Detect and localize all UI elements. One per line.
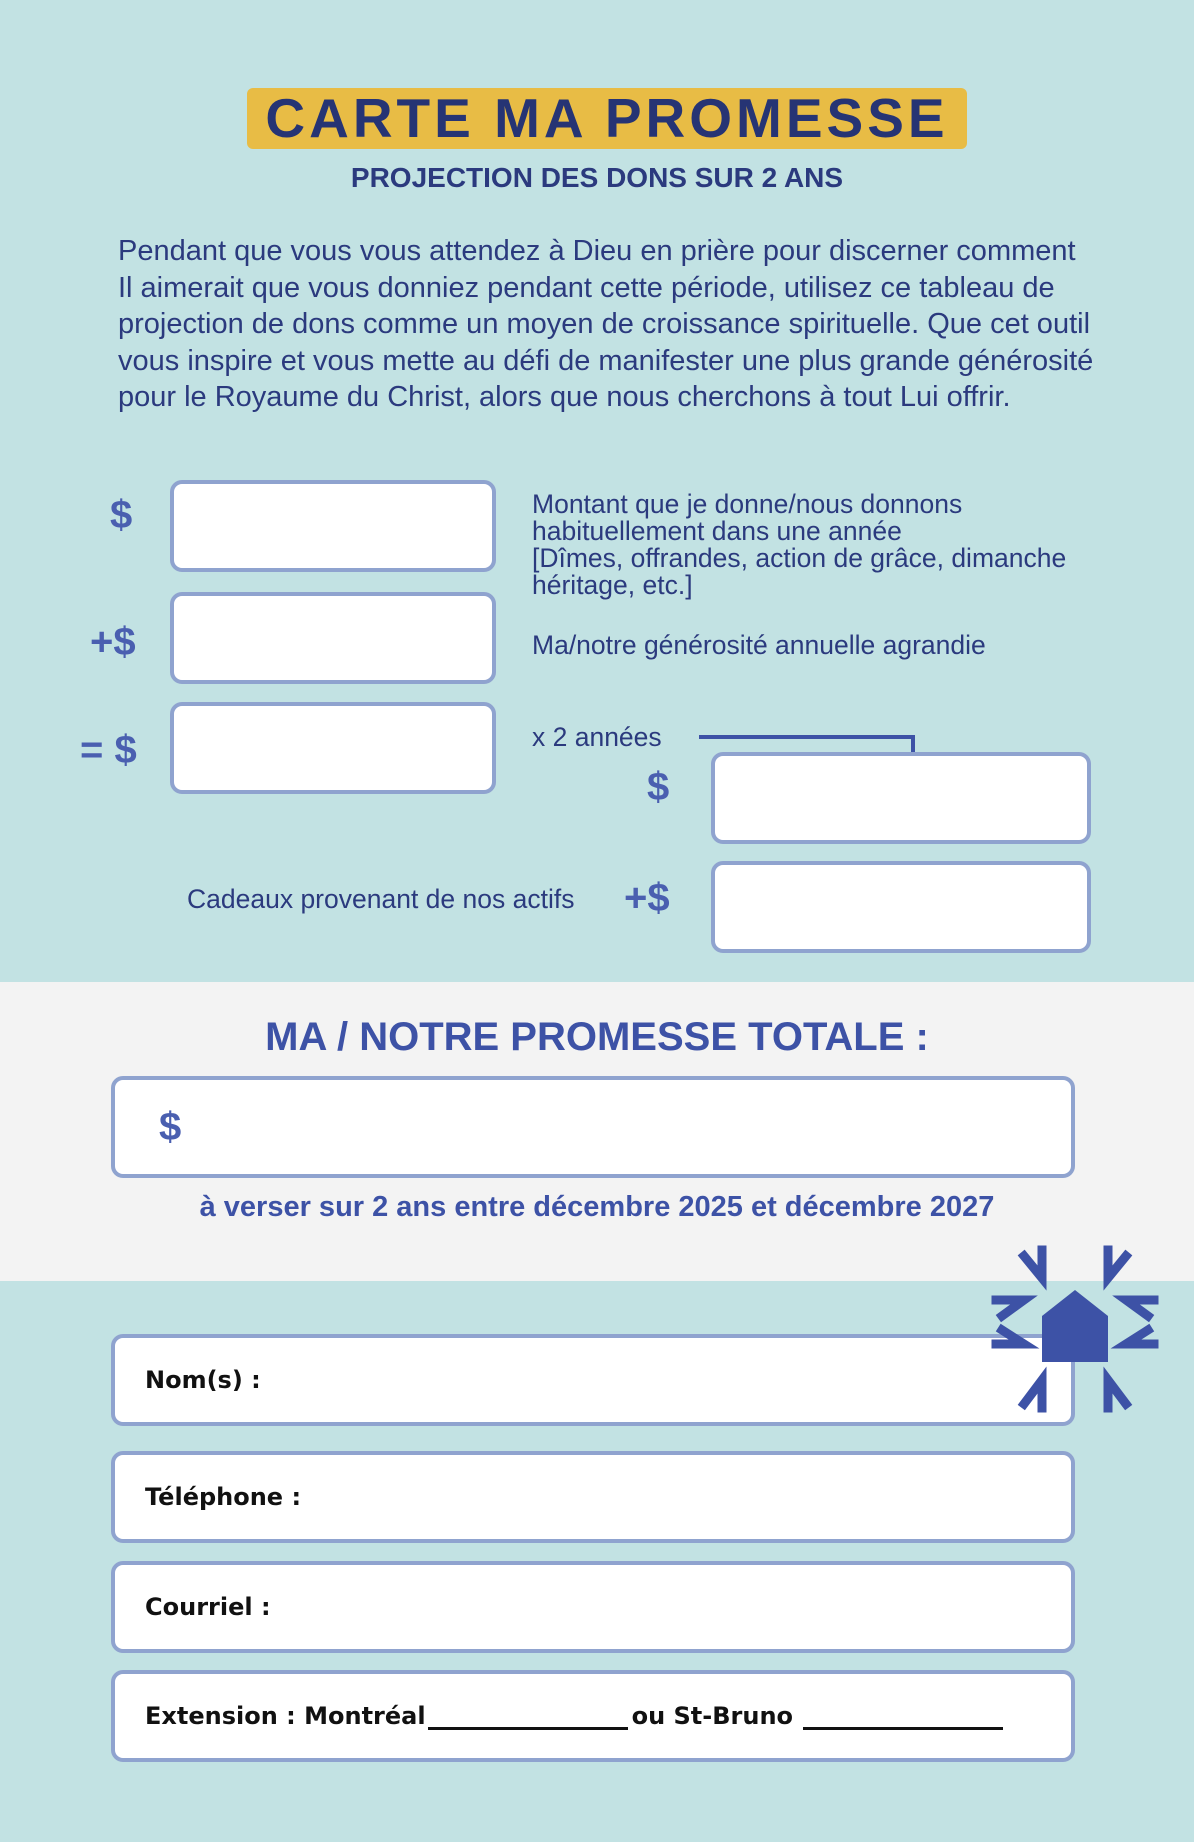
intro-paragraph: Pendant que vous vous attendez à Dieu en prière pour discerner comment Il aimerait que vous donniez pendant cette période, utilisez ce tableau de projection de dons comme un moyen de croissance spirituelle. Que cet outil vous inspire et vous mette au défi de manifester une plus grande générosité pour le Royaume du Christ, alors que nous cherchons à tout Lui offrir. [118,235,1094,413]
phone-field[interactable] [111,1451,1075,1543]
church-logo-icon [990,1244,1160,1414]
page-subtitle: PROJECTION DES DONS SUR 2 ANS [350,162,844,193]
two-year-total-input[interactable] [711,752,1091,844]
page-title: CARTE MA PROMESSE [247,88,967,149]
annual-giving-line-2: habituellement dans une année [532,516,902,546]
names-label: Nom(s) : [145,1366,261,1394]
email-label: Courriel : [145,1593,271,1621]
dollar-symbol-total: $ [159,1105,182,1149]
total-pledge-input[interactable] [111,1076,1075,1178]
equals-dollar-symbol-row3: = $ [80,728,137,772]
assets-gifts-input[interactable] [711,861,1091,953]
montreal-blank[interactable] [428,1703,628,1730]
two-years-multiplier: x 2 années [532,722,662,752]
phone-label: Téléphone : [145,1483,302,1511]
assets-gifts-label: Cadeaux provenant de nos actifs [187,884,575,914]
annual-giving-line-4: héritage, etc.] [532,570,693,600]
email-field[interactable] [111,1561,1075,1653]
extension-field[interactable] [111,1670,1075,1762]
annual-giving-line-1: Montant que je donne/nous donnons [532,489,963,519]
annual-giving-line-3: [Dîmes, offrandes, action de grâce, dimanche [532,543,1067,573]
annual-total-input[interactable] [170,702,496,794]
dollar-symbol-row1: $ [110,493,133,537]
total-pledge-title: MA / NOTRE PROMESSE TOTALE : [265,1015,929,1059]
extension-st-bruno-label: ou St-Bruno [631,1702,794,1730]
annual-giving-input[interactable] [170,480,496,572]
names-field[interactable] [111,1334,1075,1426]
st-bruno-blank[interactable] [803,1703,1003,1730]
increased-generosity-label: Ma/notre générosité annuelle agrandie [532,630,986,660]
extension-row [145,1674,1005,1758]
dollar-symbol-two-year: $ [647,765,670,809]
payment-period-note: à verser sur 2 ans entre décembre 2025 et décembre 2027 [199,1191,995,1223]
plus-dollar-symbol-row2: +$ [90,620,136,664]
increased-generosity-input[interactable] [170,592,496,684]
plus-dollar-symbol-assets: +$ [624,876,670,920]
annual-giving-description [532,491,1066,599]
extension-montreal-label: Extension : Montréal [145,1702,426,1730]
